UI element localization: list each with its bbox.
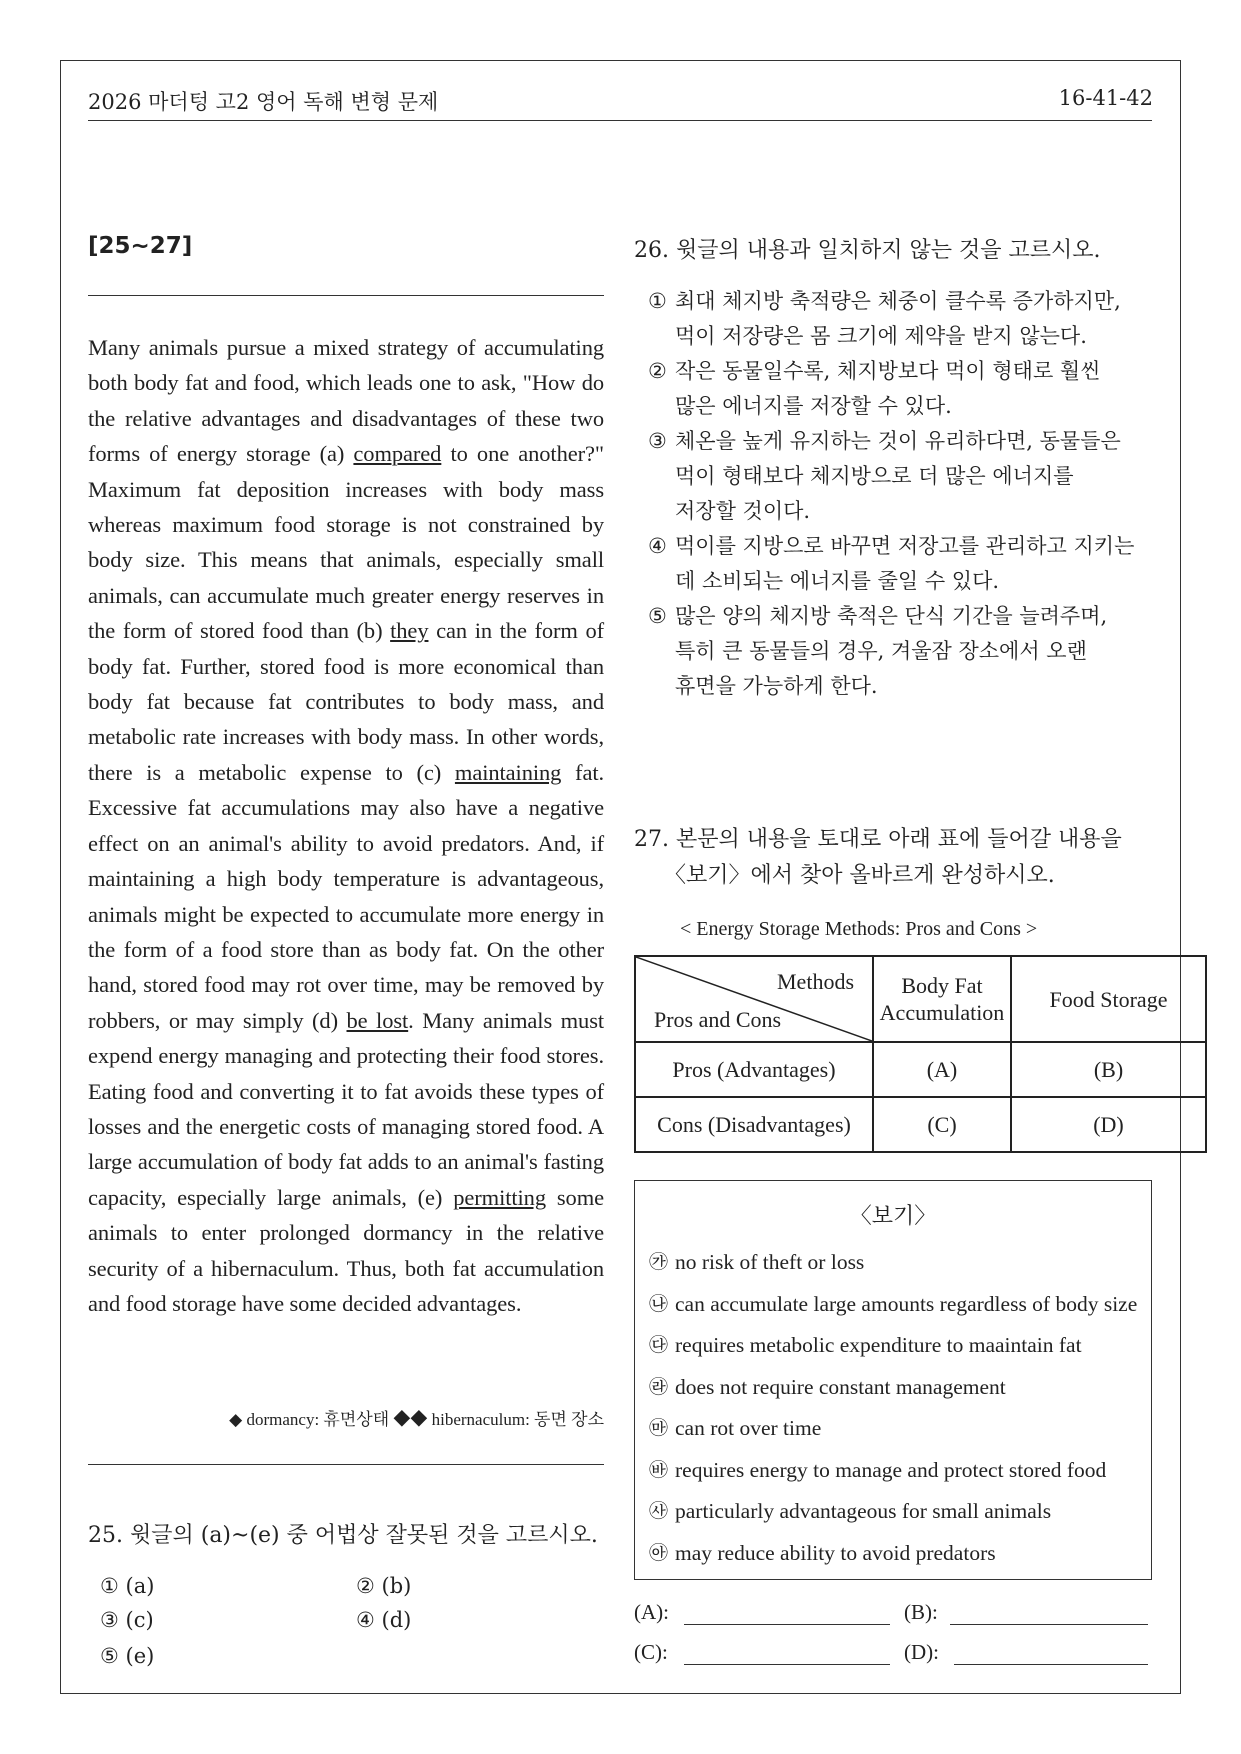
question-26-stem: 26. 윗글의 내용과 일치하지 않는 것을 고르시오. xyxy=(634,238,1101,263)
underline-d: be lost xyxy=(346,1007,409,1033)
table-corner-cell xyxy=(635,956,873,1042)
footnote: ◆ dormancy: 휴면상태 ◆◆ hibernaculum: 동면 장소 xyxy=(229,1410,604,1429)
q25-option-5[interactable]: ⑤ (e) xyxy=(100,1644,155,1668)
answer-blank-A[interactable] xyxy=(684,1624,890,1625)
bogi-item: ㉰ requires metabolic expenditure to maaintain fat xyxy=(649,1333,1082,1357)
row-header-cons: Cons (Disadvantages) xyxy=(635,1097,873,1152)
q26-options xyxy=(648,284,1168,704)
q26-option-1[interactable]: ① 최대 체지방 축적량은 체중이 클수록 증가하지만, 먹이 저장량은 몸 크기에 제약을 받지 않는다. xyxy=(648,289,1121,348)
corner-methods: Methods xyxy=(777,969,854,994)
bogi-item: ㉳ requires energy to manage and protect stored food xyxy=(649,1457,1107,1482)
divider xyxy=(88,1464,604,1465)
corner-pros-cons: Pros and Cons xyxy=(654,1007,782,1032)
divider xyxy=(88,295,604,296)
question-25-stem: 25. 윗글의 (a)~(e) 중 어법상 잘못된 것을 고르시오. xyxy=(88,1523,598,1548)
underline-c: maintaining xyxy=(454,759,562,785)
col-header-body-fat: Body Fat Accumulation xyxy=(873,956,1011,1042)
header-divider xyxy=(88,120,1152,121)
pros-cons-table xyxy=(634,955,1207,1153)
bogi-list xyxy=(649,1242,1137,1574)
answer-label-C: (C): xyxy=(634,1640,668,1664)
q25-option-3[interactable]: ③ (c) xyxy=(100,1608,154,1632)
q25-option-4[interactable]: ④ (d) xyxy=(356,1608,412,1632)
answer-label-B: (B): xyxy=(904,1600,938,1624)
bogi-item: ㉲ can rot over time xyxy=(649,1416,822,1440)
bogi-box xyxy=(634,1180,1152,1580)
bogi-item: ㉱ does not require constant management xyxy=(649,1374,1006,1399)
underline-a: compared xyxy=(353,441,442,467)
header-code: 16-41-42 xyxy=(1058,86,1153,110)
section-label: [25~27] xyxy=(88,233,193,259)
answer-label-A: (A): xyxy=(634,1600,669,1624)
answer-blank-D[interactable] xyxy=(954,1664,1148,1665)
cell-B: (B) xyxy=(1011,1042,1206,1097)
passage: Many animals pursue a mixed strategy of accumulating both body fat and food, which leads one to ask, "How do the relative advantages and disadvantages of these two forms of energy storage (a) compared to one another?" Maximum fat deposition increases with body mass whereas maximum food storage is not constrained by body size. This means that animals, especially small animals, can accumulate much greater energy reserves in the form of stored food than (b) they can in the form of body fat. Further, stored food is more economical than body fat because fat contributes to body mass, and metabolic rate increases with body mass. In other words, there is a metabolic expense to (c) maintaining fat. Excessive fat accumulations may also have a negative effect on an animal's ability to avoid predators. And, if maintaining a high body temperature is advantageous, animals might be expected to accumulate more energy in the form of a food store than as body fat. On the other hand, stored food may rot over time, may be removed by robbers, or may simply (d) be lost. Many animals must expend energy managing and protecting their food stores. Eating food and converting it to fat avoids these types of losses and the energetic costs of managing stored food. A large accumulation of body fat adds to an animal's fasting capacity, especially large animals, (e) permitting some animals to enter prolonged dormancy in the relative security of a hibernaculum. Thus, both fat accumulation and food storage have some decided advantages. xyxy=(88,335,605,1316)
answer-blank-B[interactable] xyxy=(950,1624,1148,1625)
cell-C: (C) xyxy=(873,1097,1011,1152)
bogi-title: 〈보기〉 xyxy=(849,1204,937,1229)
q26-option-4[interactable]: ④ 먹이를 지방으로 바꾸면 저장고를 관리하고 지키는 데 소비되는 에너지를 줄일 수 있다. xyxy=(648,534,1135,593)
header-title: 2026 마더텅 고2 영어 독해 변형 문제 xyxy=(88,90,439,114)
q26-option-3[interactable]: ③ 체온을 높게 유지하는 것이 유리하다면, 동물들은 먹이 형태보다 체지방으로 더 많은 에너지를 저장할 것이다. xyxy=(648,429,1121,523)
col-header-food-storage: Food Storage xyxy=(1011,956,1206,1042)
cell-A: (A) xyxy=(873,1042,1011,1097)
bogi-item: ㉮ no risk of theft or loss xyxy=(649,1250,865,1274)
cell-D: (D) xyxy=(1011,1097,1206,1152)
q25-option-2[interactable]: ② (b) xyxy=(356,1574,412,1598)
row-header-pros: Pros (Advantages) xyxy=(635,1042,873,1097)
q25-option-1[interactable]: ① (a) xyxy=(100,1574,155,1598)
answer-blank-C[interactable] xyxy=(684,1664,890,1665)
question-27-stem: 27. 본문의 내용을 토대로 아래 표에 들어갈 내용을 〈보기〉에서 찾아 올바르게 완성하시오. xyxy=(634,827,1122,888)
underline-b: they xyxy=(390,618,429,644)
bogi-item: ㉯ can accumulate large amounts regardless of body size xyxy=(649,1291,1138,1316)
bogi-item: ㉴ particularly advantageous for small animals xyxy=(649,1499,1052,1523)
underline-e: permitting xyxy=(453,1184,546,1210)
q26-option-5[interactable]: ⑤ 많은 양의 체지방 축적은 단식 기간을 늘려주며, 특히 큰 동물들의 경우, 겨울잠 장소에서 오랜 휴면을 가능하게 한다. xyxy=(648,604,1108,698)
bogi-item: ㉵ may reduce ability to avoid predators xyxy=(649,1540,996,1565)
q26-option-2[interactable]: ② 작은 동물일수록, 체지방보다 먹이 형태로 훨씬 많은 에너지를 저장할 수 있다. xyxy=(648,359,1101,418)
table-title: < Energy Storage Methods: Pros and Cons > xyxy=(680,918,1038,940)
answer-label-D: (D): xyxy=(904,1640,939,1664)
